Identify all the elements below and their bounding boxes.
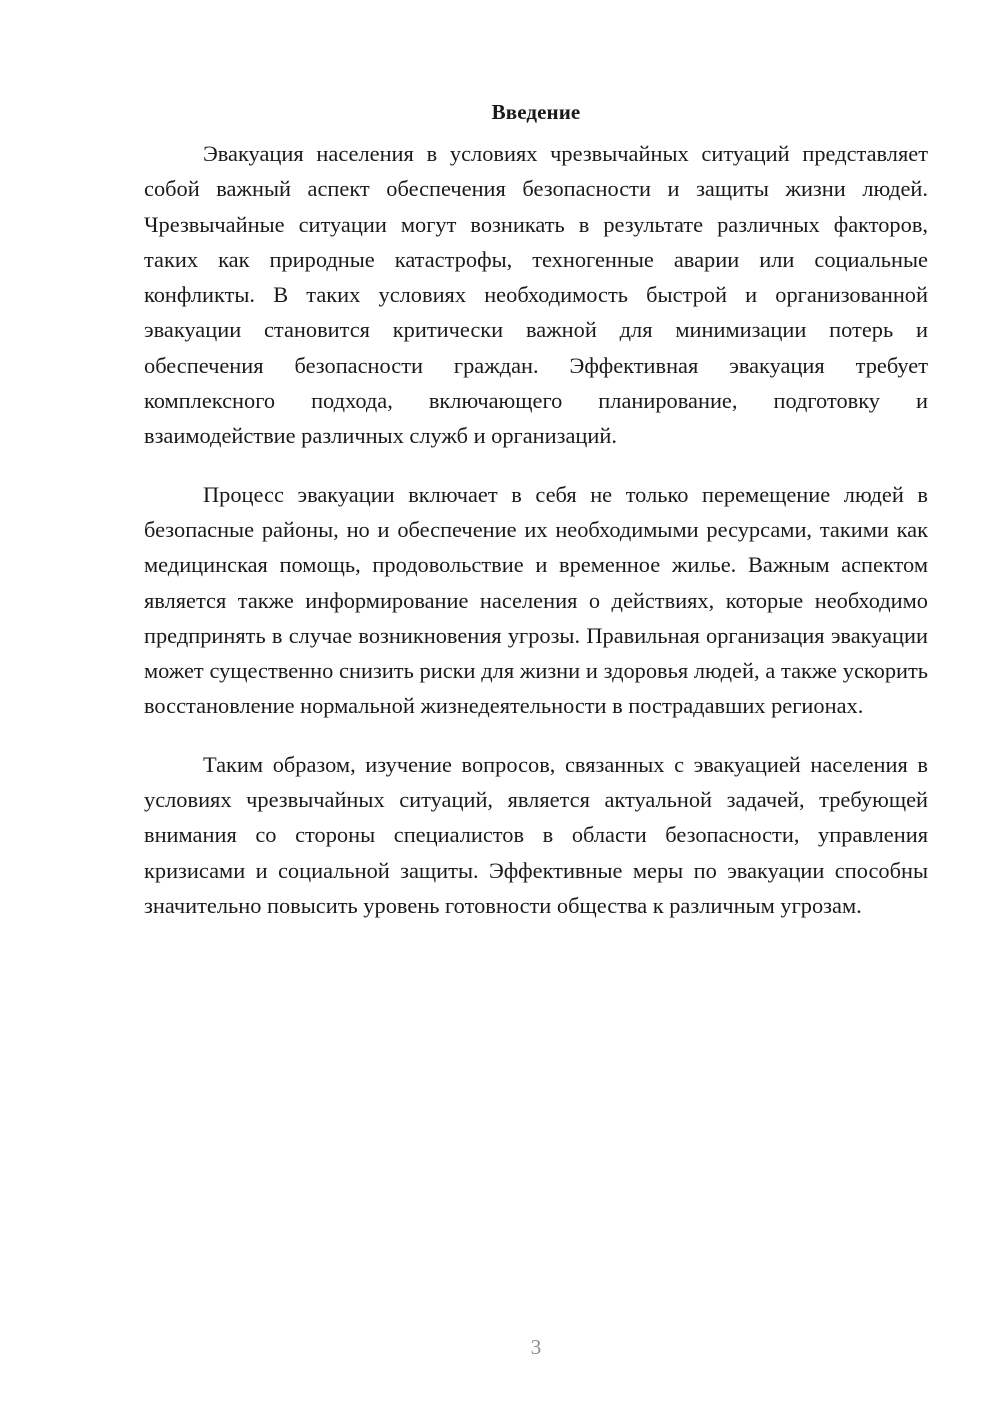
paragraph-2: Процесс эвакуации включает в себя не только перемещение людей в безопасные районы, но и обеспечение их необходимыми ресурсами, такими как медицинская помощь, продовольствие и временное жилье. Важным аспектом является также информирование населения о действиях, которые необходимо предпринять в случае возникновения угрозы. Правильная организация эвакуации может существенно снизить риски для жизни и здоровья людей, а также ускорить восстановление нормальной жизнедеятельности в пострадавших регионах.	[144, 481, 928, 719]
paragraph-3: Таким образом, изучение вопросов, связанных с эвакуацией населения в условиях чрезвычайных ситуаций, является актуальной задачей, требующей внимания со стороны специалистов в области безопасности, управления кризисами и социальной защиты. Эффективные меры по эвакуации способны значительно повысить уровень готовности общества к различным угрозам.	[144, 751, 928, 918]
section-heading: Введение	[491, 100, 581, 124]
page-number: 3	[530, 1335, 542, 1359]
paragraph-1: Эвакуация населения в условиях чрезвычайных ситуаций представляет собой важный аспект обеспечения безопасности и защиты жизни людей. Чрезвычайные ситуации могут возникать в результате различных факторов, таких как природные катастрофы, техногенные аварии или социальные конфликты. В таких условиях необходимость быстрой и организованной эвакуации становится критически важной для минимизации потерь и обеспечения безопасности граждан. Эффективная эвакуация требует комплексного подхода, включающего планирование, подготовку и взаимодействие различных служб и организаций.	[144, 141, 928, 449]
page-content	[144, 95, 928, 923]
